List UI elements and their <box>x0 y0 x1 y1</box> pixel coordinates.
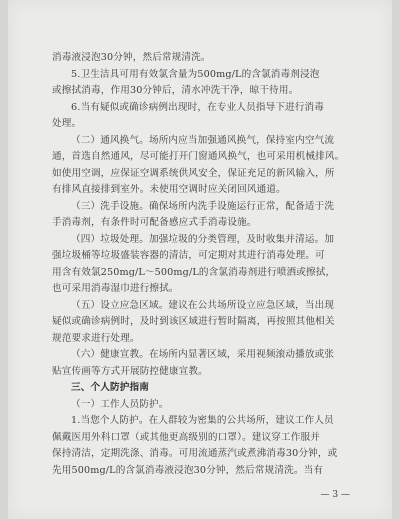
text-line: 或擦拭消毒，作用30分钟后，清水冲洗干净，晾干待用。 <box>52 85 299 96</box>
text-line: 贴宣传画等方式开展防控健康宣教。 <box>52 365 208 377</box>
page-number: — 3 — <box>320 490 350 500</box>
document-body <box>52 50 360 479</box>
text-line: 疑似或确诊病例时，及时到该区域进行暂时隔离，再按照其他相关 <box>52 316 335 327</box>
document-page <box>8 0 392 519</box>
text-line: 5.卫生洁具可用有效氯含量为500mg/L的含氯消毒剂浸泡 <box>71 68 320 80</box>
text-line: 处理。 <box>52 118 82 129</box>
text-line: （四）垃圾处理。加强垃圾的分类管理，及时收集并清运。加 <box>71 233 335 245</box>
text-line: 规范要求进行处理。 <box>52 332 140 344</box>
text-line: 也可采用消毒湿巾进行擦拭。 <box>52 283 179 294</box>
text-line: 6.当有疑似或确诊病例出现时，在专业人员指导下进行消毒 <box>71 101 325 113</box>
text-line: （六）健康宣教。在场所内显著区域，采用视频滚动播放或张 <box>71 349 335 360</box>
text-line: 用含有效氯250mg/L～500mg/L的含氯消毒剂进行喷洒或擦拭， <box>52 266 336 278</box>
text-line: 1.当您个人防护。在人群较为密集的公共场所，建议工作人员 <box>71 415 334 426</box>
text-line: 佩戴医用外科口罩（或其他更高级别的口罩）。建议穿工作服并 <box>52 431 321 443</box>
text-line: 如使用空调，应保证空调系统供风安全，保证充足的新风输入，所 <box>52 167 335 179</box>
text-line: 保持清洁，定期洗涤、消毒。可用流通蒸汽或煮沸消毒30分钟，或 <box>52 448 338 459</box>
text-line: 有排风直接排到室外。未使用空调时应关闭回风通道。 <box>52 184 286 195</box>
text-line: 先用500mg/L的含氯消毒液浸泡30分钟，然后常规清洗。当有 <box>52 464 324 476</box>
text-line: 通，首选自然通风，尽可能打开门窗通风换气，也可采用机械排风。 <box>52 151 345 162</box>
text-line: 手消毒剂，有条件时可配备感应式手消毒设施。 <box>52 217 257 228</box>
section-heading: 三、个人防护指南 <box>71 382 149 393</box>
text-line: 强垃圾桶等垃圾盛装容器的清洁，可定期对其进行消毒处理。可 <box>52 250 325 261</box>
text-line: （三）洗手设施。确保场所内洗手设施运行正常，配备适于洗 <box>71 200 335 212</box>
text-line: （二）通风换气。场所内应当加强通风换气，保持室内空气流 <box>71 134 335 146</box>
text-line: （一）工作人员防护。 <box>71 398 169 410</box>
text-line: 消毒液浸泡30分钟，然后常规清洗。 <box>52 52 211 63</box>
text-line: （五）设立应急区域。建议在公共场所设立应急区域，当出现 <box>71 299 335 311</box>
